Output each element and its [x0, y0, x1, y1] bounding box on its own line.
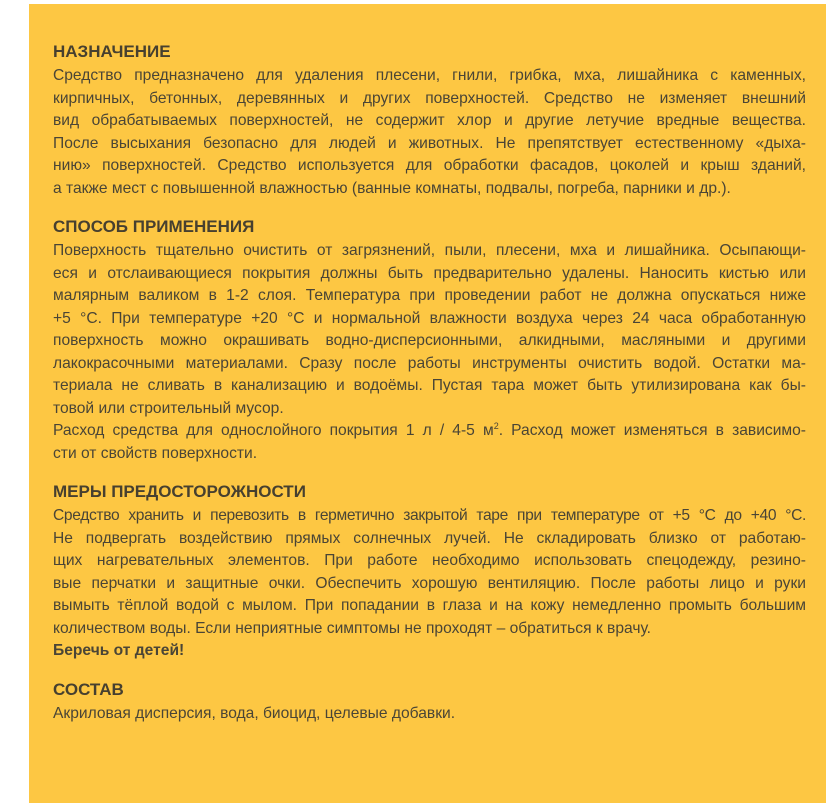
- text-line: вые перчатки и защитные очки. Обеспечить хорошую вентиляцию. После работы лицо и руки: [53, 574, 806, 592]
- text-line: териала не сливать в канализацию и водоёмы. Пустая тара может быть утилизирована как бы-: [53, 377, 806, 394]
- product-info-panel: [29, 4, 826, 803]
- text-line: щих нагревательных элементов. При работе необходимо использовать спецодежду, резино-: [53, 552, 806, 569]
- consumption-text: . Расход может изменяться в зависимо-: [498, 422, 806, 439]
- text-line: поверхность можно окрашивать водно-дисперсионными, алкидными, масляными и другими: [53, 332, 806, 349]
- text-line: Поверхность тщательно очистить от загрязнений, пыли, плесени, мха и лишайника. Осыпающи-: [53, 242, 806, 259]
- superscript: 2: [493, 421, 499, 431]
- section-heading: СОСТАВ: [53, 679, 124, 699]
- section-heading: МЕРЫ ПРЕДОСТОРОЖНОСТИ: [53, 482, 306, 501]
- text-line: После высыхания безопасно для людей и животных. Не препятствует естественному «дыха-: [53, 134, 806, 152]
- text-line: кирпичных, бетонных, деревянных и других поверхностей. Средство не изменяет внешний: [53, 89, 806, 107]
- text-line: Средство предназначено для удаления плесени, гнили, грибка, мха, лишайника с каменных,: [53, 67, 806, 84]
- text-line: Акриловая дисперсия, вода, биоцид, целевые добавки.: [53, 704, 456, 722]
- text-line: нию» поверхностей. Средство используется для обработки фасадов, цоколей и крыш зданий,: [53, 157, 806, 174]
- warning-text: Беречь от детей!: [53, 642, 185, 659]
- section-body: [53, 703, 806, 726]
- section-precautions: [53, 480, 806, 663]
- text-line: еся и отслаивающиеся покрытия должны быть предварительно удалены. Наносить кистью или: [53, 264, 806, 282]
- text-line: вымыть тёплой водой с мылом. При попадании в глаза и на кожу немедленно промыть большим: [53, 597, 806, 614]
- consumption-text: Расход средства для однослойного покрытия 1 л / 4-5 м: [53, 422, 494, 439]
- text-line: +5 °С. При температуре +20 °С и нормальной влажности воздуха через 24 часа обработанную: [53, 309, 806, 327]
- section-application: [53, 215, 806, 465]
- consumption-line: [53, 420, 806, 443]
- section-purpose: [53, 40, 806, 200]
- text-line: лакокрасочными материалами. Сразу после работы инструменты очистить водой. Остатки ма-: [53, 354, 806, 372]
- text-line: а также мест с повышенной влажностью (ванные комнаты, подвалы, погреба, парники и др.).: [53, 179, 731, 197]
- text-line: Не подвергать воздействию прямых солнечных лучей. Не складировать близко от работаю-: [53, 529, 806, 547]
- section-heading: НАЗНАЧЕНИЕ: [53, 42, 171, 61]
- text-line: количеством воды. Если неприятные симптомы не проходят – обратиться к врачу.: [53, 619, 652, 637]
- text-line: малярным валиком в 1-2 слоя. Температура при проведении работ не должна опускаться ниже: [53, 287, 806, 304]
- text-line: товой или строительный мусор.: [53, 399, 284, 417]
- section-composition: [53, 678, 806, 726]
- section-heading: СПОСОБ ПРИМЕНЕНИЯ: [53, 217, 255, 236]
- text-line: вид обрабатываемых поверхностей, не содержит хлор и другие летучие вредные вещества.: [53, 112, 806, 129]
- text-line: Средство хранить и перевозить в герметично закрытой таре при температуре от +5 °С до +40 °С.: [53, 507, 806, 524]
- text-line: сти от свойств поверхности.: [53, 444, 258, 462]
- section-body: [53, 65, 806, 200]
- section-body: [53, 240, 806, 465]
- section-body: [53, 505, 806, 663]
